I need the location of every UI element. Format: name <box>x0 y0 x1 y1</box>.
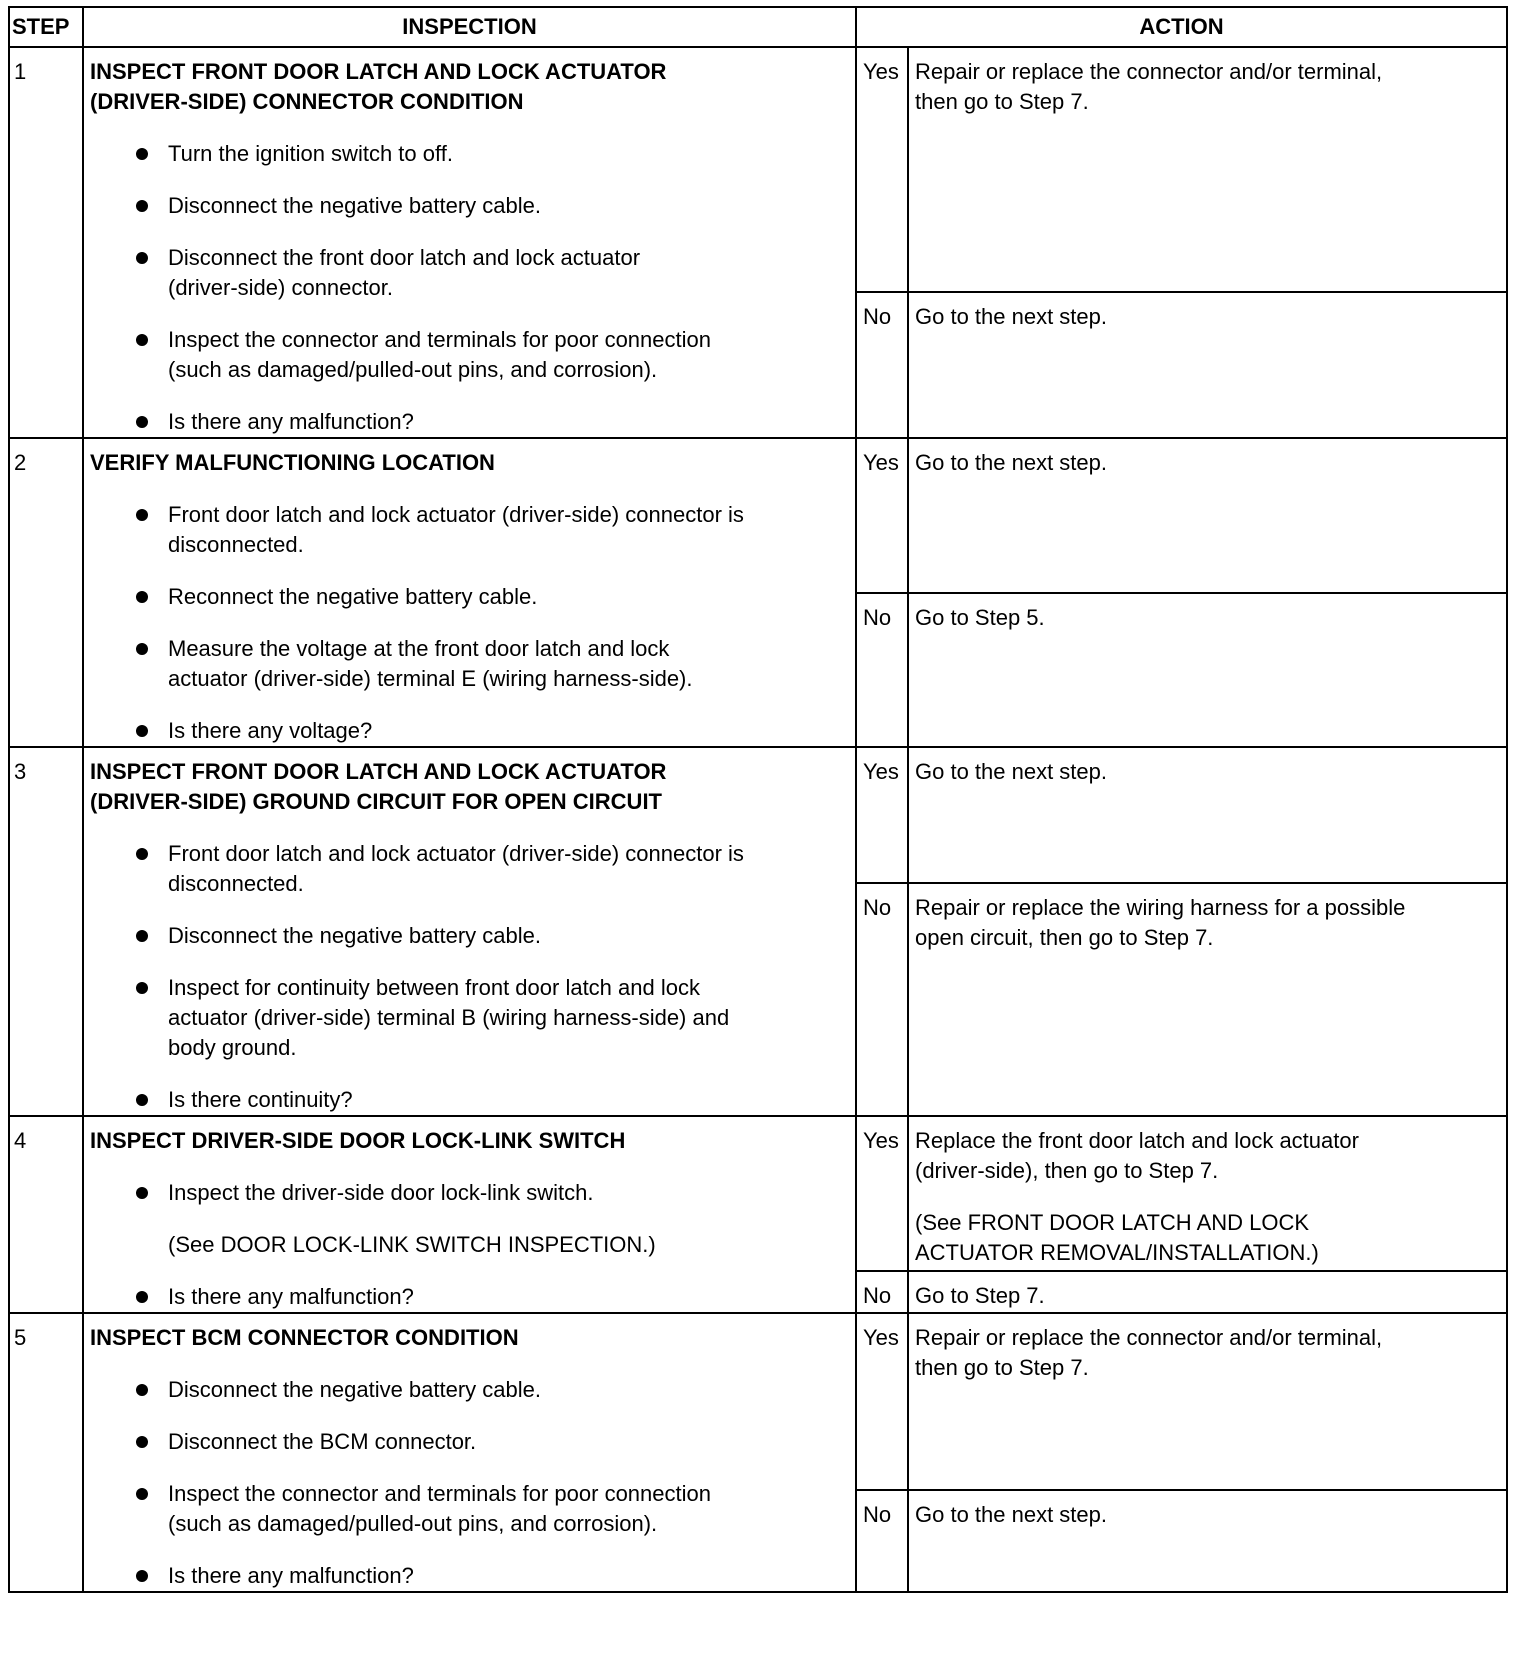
text-line: (driver-side) connector. <box>168 275 393 300</box>
text-line: Front door latch and lock actuator (driver-side) connector is <box>168 841 744 866</box>
text-line: Go to the next step. <box>915 1502 1108 1528</box>
text-line: Is there any malfunction? <box>168 1563 414 1588</box>
step-row-2 <box>9 438 1507 593</box>
inspection-cell <box>83 1313 856 1592</box>
text-line: Is there continuity? <box>168 1087 353 1112</box>
bullet-item <box>136 839 845 899</box>
no-label: No <box>856 1271 908 1313</box>
bullet-text <box>168 193 541 218</box>
diagnostic-table <box>8 6 1508 1593</box>
bullet-item <box>136 1561 845 1591</box>
bullet-item <box>136 1282 845 1312</box>
step-row-4 <box>9 1116 1507 1271</box>
bullet-icon <box>136 1570 148 1582</box>
inspection-cell <box>83 438 856 747</box>
yes-action <box>908 1116 1507 1271</box>
text-line: INSPECT DRIVER-SIDE DOOR LOCK-LINK SWITCH <box>90 1128 626 1153</box>
bullet-text <box>168 1563 414 1588</box>
text-line: Disconnect the front door latch and lock actuator <box>168 245 641 270</box>
text-line: (such as damaged/pulled-out pins, and corrosion). <box>168 357 658 382</box>
yes-action <box>908 47 1507 292</box>
bullet-icon <box>136 334 148 346</box>
inspection-bullets <box>90 839 845 1115</box>
text-line: Inspect the connector and terminals for poor connection <box>168 327 711 352</box>
bullet-text <box>168 245 640 300</box>
bullet-icon <box>136 1187 148 1199</box>
no-action <box>908 1271 1507 1313</box>
no-label: No <box>856 883 908 1116</box>
bullet-icon <box>136 930 148 942</box>
yes-action-text <box>915 1323 1496 1383</box>
text-line: (DRIVER-SIDE) CONNECTOR CONDITION <box>90 89 524 114</box>
yes-action <box>908 438 1507 593</box>
no-label: No <box>856 292 908 438</box>
bullet-icon <box>136 200 148 212</box>
bullet-icon <box>136 643 148 655</box>
no-action <box>908 593 1507 748</box>
text-line: Disconnect the negative battery cable. <box>168 193 542 218</box>
bullet-item <box>136 407 845 437</box>
bullet-item <box>136 325 845 385</box>
text-line: INSPECT FRONT DOOR LATCH AND LOCK ACTUATOR <box>90 59 667 84</box>
text-line: ACTUATOR REMOVAL/INSTALLATION.) <box>915 1240 1319 1265</box>
text-line: Go to the next step. <box>915 304 1108 329</box>
text-line: Measure the voltage at the front door latch and lock <box>168 636 670 661</box>
bullet-icon <box>136 591 148 603</box>
step-number: 3 <box>9 747 83 1116</box>
action-header: ACTION <box>856 7 1507 47</box>
bullet-item <box>136 1375 845 1405</box>
bullet-text <box>168 841 744 896</box>
yes-action-text <box>915 57 1496 117</box>
no-action <box>908 883 1507 1116</box>
bullet-item <box>136 243 845 303</box>
text-line: disconnected. <box>168 532 304 557</box>
text-line: body ground. <box>168 1035 297 1060</box>
text-line: then go to Step 7. <box>915 89 1089 114</box>
bullet-item <box>136 1479 845 1539</box>
bullet-item <box>136 921 845 951</box>
text-line: Go to Step 7. <box>915 1283 1045 1309</box>
bullet-icon <box>136 509 148 521</box>
bullet-icon <box>136 252 148 264</box>
no-action <box>908 1490 1507 1592</box>
text-line: Go to Step 5. <box>915 604 1045 630</box>
inspection-header: INSPECTION <box>83 7 856 47</box>
text-line: Is there any malfunction? <box>168 409 414 434</box>
inspection-title <box>90 1126 845 1156</box>
inspection-bullets <box>90 139 845 437</box>
bullet-text <box>168 409 414 434</box>
step-number: 2 <box>9 438 83 747</box>
bullet-text <box>168 1429 476 1454</box>
text-line: disconnected. <box>168 871 304 896</box>
text-line: (DRIVER-SIDE) GROUND CIRCUIT FOR OPEN CIRCUIT <box>90 789 662 814</box>
text-line: Repair or replace the connector and/or terminal, <box>915 1325 1383 1350</box>
bullet-icon <box>136 1094 148 1106</box>
text-line: Disconnect the negative battery cable. <box>168 1377 542 1402</box>
text-line: Front door latch and lock actuator (driver-side) connector is <box>168 502 744 527</box>
text-line: Disconnect the BCM connector. <box>168 1429 477 1454</box>
text-line: open circuit, then go to Step 7. <box>915 924 1214 950</box>
yes-action <box>908 1313 1507 1490</box>
text-line: INSPECT BCM CONNECTOR CONDITION <box>90 1325 519 1350</box>
bullet-icon <box>136 982 148 994</box>
text-line: Repair or replace the wiring harness for a possible <box>915 894 1406 920</box>
inspection-cell <box>83 1116 856 1313</box>
text-line: (See FRONT DOOR LATCH AND LOCK <box>915 1210 1310 1235</box>
bullet-item <box>136 716 845 746</box>
step-number: 5 <box>9 1313 83 1592</box>
text-line: Inspect the driver-side door lock-link switch. <box>168 1180 594 1205</box>
bullet-text <box>168 923 541 948</box>
text-line: Replace the front door latch and lock actuator <box>915 1128 1359 1153</box>
text-line: Repair or replace the connector and/or terminal, <box>915 59 1383 84</box>
header-row <box>9 7 1507 47</box>
bullet-item <box>136 973 845 1063</box>
text-line: INSPECT FRONT DOOR LATCH AND LOCK ACTUATOR <box>90 759 667 784</box>
text-line: Reconnect the negative battery cable. <box>168 584 538 609</box>
text-line: then go to Step 7. <box>915 1355 1089 1380</box>
bullet-item <box>136 191 845 221</box>
yes-action <box>908 747 1507 883</box>
bullet-item <box>136 1178 845 1260</box>
inspection-title <box>90 448 845 478</box>
no-label: No <box>856 1490 908 1592</box>
bullet-item <box>136 1085 845 1115</box>
yes-action-note <box>915 1208 1496 1268</box>
bullet-icon <box>136 416 148 428</box>
bullet-icon <box>136 1436 148 1448</box>
bullet-icon <box>136 725 148 737</box>
step-header: STEP <box>9 7 83 47</box>
bullet-text <box>168 502 744 557</box>
yes-action-text <box>915 757 1496 787</box>
bullet-icon <box>136 148 148 160</box>
bullet-item <box>136 634 845 694</box>
bullet-text <box>168 1481 711 1536</box>
text-line: Go to the next step. <box>915 450 1108 475</box>
text-line: Inspect for continuity between front door latch and lock <box>168 975 700 1000</box>
bullet-icon <box>136 1291 148 1303</box>
yes-action-text <box>915 448 1496 478</box>
text-line: VERIFY MALFUNCTIONING LOCATION <box>90 450 495 475</box>
text-line: Disconnect the negative battery cable. <box>168 923 542 948</box>
inspection-cell <box>83 47 856 438</box>
inspection-bullets <box>90 500 845 746</box>
text-line: (such as damaged/pulled-out pins, and corrosion). <box>168 1511 658 1536</box>
yes-label: Yes <box>856 438 908 593</box>
bullet-text <box>168 141 453 166</box>
bullet-item <box>136 1427 845 1457</box>
bullet-text <box>168 975 729 1060</box>
inspection-title <box>90 757 845 817</box>
bullet-note: (See DOOR LOCK-LINK SWITCH INSPECTION.) <box>168 1232 656 1257</box>
bullet-item <box>136 500 845 560</box>
no-action <box>908 292 1507 438</box>
bullet-item <box>136 582 845 612</box>
inspection-title <box>90 57 845 117</box>
bullet-item <box>136 139 845 169</box>
bullet-text <box>168 1377 541 1402</box>
bullet-icon <box>136 1384 148 1396</box>
text-line: Is there any voltage? <box>168 718 373 743</box>
yes-label: Yes <box>856 1116 908 1271</box>
bullet-text <box>168 1284 414 1309</box>
inspection-bullets <box>90 1178 845 1312</box>
bullet-icon <box>136 848 148 860</box>
step-number: 1 <box>9 47 83 438</box>
step-number: 4 <box>9 1116 83 1313</box>
bullet-text <box>168 718 372 743</box>
bullet-icon <box>136 1488 148 1500</box>
text-line: Go to the next step. <box>915 759 1108 784</box>
bullet-text <box>168 584 537 609</box>
yes-action-text <box>915 1126 1496 1186</box>
yes-label: Yes <box>856 47 908 292</box>
text-line: actuator (driver-side) terminal E (wiring harness-side). <box>168 666 693 691</box>
text-line: (driver-side), then go to Step 7. <box>915 1158 1219 1183</box>
step-row-1 <box>9 47 1507 292</box>
text-line: actuator (driver-side) terminal B (wiring harness-side) and <box>168 1005 730 1030</box>
yes-label: Yes <box>856 747 908 883</box>
inspection-title <box>90 1323 845 1353</box>
inspection-cell <box>83 747 856 1116</box>
text-line: Turn the ignition switch to off. <box>168 141 453 166</box>
yes-label: Yes <box>856 1313 908 1490</box>
bullet-text <box>168 636 693 691</box>
no-label: No <box>856 593 908 748</box>
step-row-3 <box>9 747 1507 883</box>
text-line: Is there any malfunction? <box>168 1284 414 1309</box>
text-line: Inspect the connector and terminals for poor connection <box>168 1481 711 1506</box>
step-row-5 <box>9 1313 1507 1490</box>
bullet-text <box>168 1087 353 1112</box>
bullet-text <box>168 327 711 382</box>
inspection-bullets <box>90 1375 845 1591</box>
bullet-text <box>168 1180 594 1205</box>
